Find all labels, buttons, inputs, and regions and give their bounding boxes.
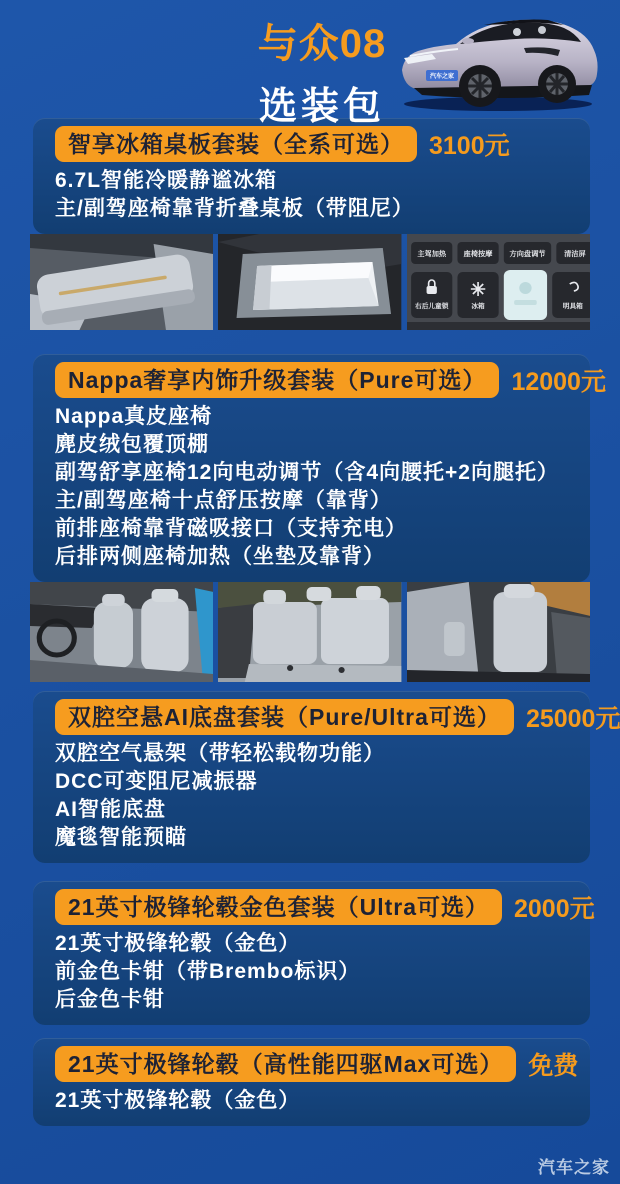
interior-photo-row <box>30 582 590 682</box>
screen-tile-highlighted <box>503 270 546 320</box>
feature-line: Nappa真皮座椅 <box>55 405 213 428</box>
package-price: 3100元 <box>429 132 510 160</box>
rear-seatback-right <box>321 598 389 664</box>
watermark: 汽车之家 <box>538 1158 610 1177</box>
rear-seatback-left <box>253 602 317 664</box>
car-mirror <box>462 38 474 44</box>
feature-line: 双腔空气悬架（带轻松载物功能） <box>55 742 385 765</box>
package-title-badge: 21英寸极锋轮毂（高性能四驱Max可选） <box>55 1046 516 1082</box>
photo-fridge-open <box>218 234 401 330</box>
package-panel-fridge <box>33 118 590 234</box>
screen-btn-driver-heat: 主驾加热 <box>416 250 446 258</box>
package-title-badge: 智享冰箱桌板套装（全系可选） <box>55 126 417 162</box>
feature-line: 主/副驾座椅靠背折叠桌板（带阻尼） <box>55 197 414 220</box>
rear-cushion <box>245 664 402 682</box>
feature-line: 21英寸极锋轮毂（金色） <box>55 1089 301 1112</box>
package-panel-free-wheels <box>33 1038 590 1126</box>
poster-subtitle: 选装包 <box>258 86 385 128</box>
car-plate-text: 汽车之家 <box>429 74 455 80</box>
photo-seatback-rear-view <box>407 582 590 682</box>
feature-line: 副驾舒享座椅12向电动调节（含4向腰托+2向腿托） <box>55 461 559 484</box>
car-seat-glimpse-2 <box>538 26 546 34</box>
model-name: 与众08 <box>257 22 387 66</box>
headrest <box>503 584 534 598</box>
package-title-badge: 双腔空悬AI底盘套装（Pure/Ultra可选） <box>55 699 514 735</box>
package-panel-nappa <box>33 354 606 582</box>
feature-line: 魔毯智能预瞄 <box>55 826 187 849</box>
feature-line: AI智能底盘 <box>55 798 166 821</box>
feature-line: DCC可变阻尼减振器 <box>55 770 258 793</box>
poster-title <box>238 12 406 130</box>
photo-front-seats <box>30 582 213 682</box>
package-panel-gold-wheels <box>33 881 595 1025</box>
screen-btn-partial: 明具箱 <box>562 303 583 310</box>
panel-head <box>55 699 620 735</box>
feature-line: 前金色卡钳（带Brembo标识） <box>55 960 361 983</box>
screen-btn-fridge: 冰箱 <box>471 303 485 310</box>
snowflake-icon <box>471 282 485 296</box>
feature-line: 后金色卡钳 <box>55 988 165 1011</box>
passenger-seat <box>141 598 188 672</box>
car-photo <box>396 6 604 114</box>
package-title-badge: Nappa奢享内饰升级套装（Pure可选） <box>55 362 499 398</box>
door-panel <box>407 582 479 682</box>
header <box>0 0 620 128</box>
package-price: 25000元 <box>525 705 620 733</box>
photo-fridge-screen-ui <box>407 234 590 330</box>
package-price: 12000元 <box>511 368 606 396</box>
photo-armrest-closed <box>30 234 213 330</box>
screen-btn-steering-adjust: 方向盘调节 <box>509 250 546 258</box>
photo-rear-bench <box>218 582 401 682</box>
panel-head <box>55 1046 584 1082</box>
panel-head <box>55 362 606 398</box>
package-price: 免费 <box>528 1052 579 1080</box>
screen-btn-seat-massage: 座椅按摩 <box>463 250 493 258</box>
driver-seat <box>94 602 133 668</box>
package-panel-suspension <box>33 691 620 863</box>
panel-head <box>55 126 584 162</box>
car-seat-glimpse <box>513 28 521 36</box>
package-title-badge: 21英寸极锋轮毂金色套装（Ultra可选） <box>55 889 502 925</box>
feature-line: 21英寸极锋轮毂（金色） <box>55 932 301 955</box>
feature-line: 前排座椅靠背磁吸接口（支持充电） <box>55 517 407 540</box>
feature-line: 6.7L智能冷暖静谧冰箱 <box>55 169 278 192</box>
screen-btn-clean-screen: 清洁屏 <box>563 250 586 258</box>
package-price: 2000元 <box>513 895 595 923</box>
feature-line: 后排两侧座椅加热（坐垫及靠背） <box>55 545 385 568</box>
fridge-photo-row <box>30 234 590 330</box>
seatback <box>493 592 547 672</box>
feature-line: 麂皮绒包覆顶棚 <box>55 433 209 456</box>
feature-line: 主/副驾座椅十点舒压按摩（靠背） <box>55 489 392 512</box>
panel-head <box>55 889 595 925</box>
screen-btn-child-lock: 右后儿童锁 <box>414 303 449 310</box>
